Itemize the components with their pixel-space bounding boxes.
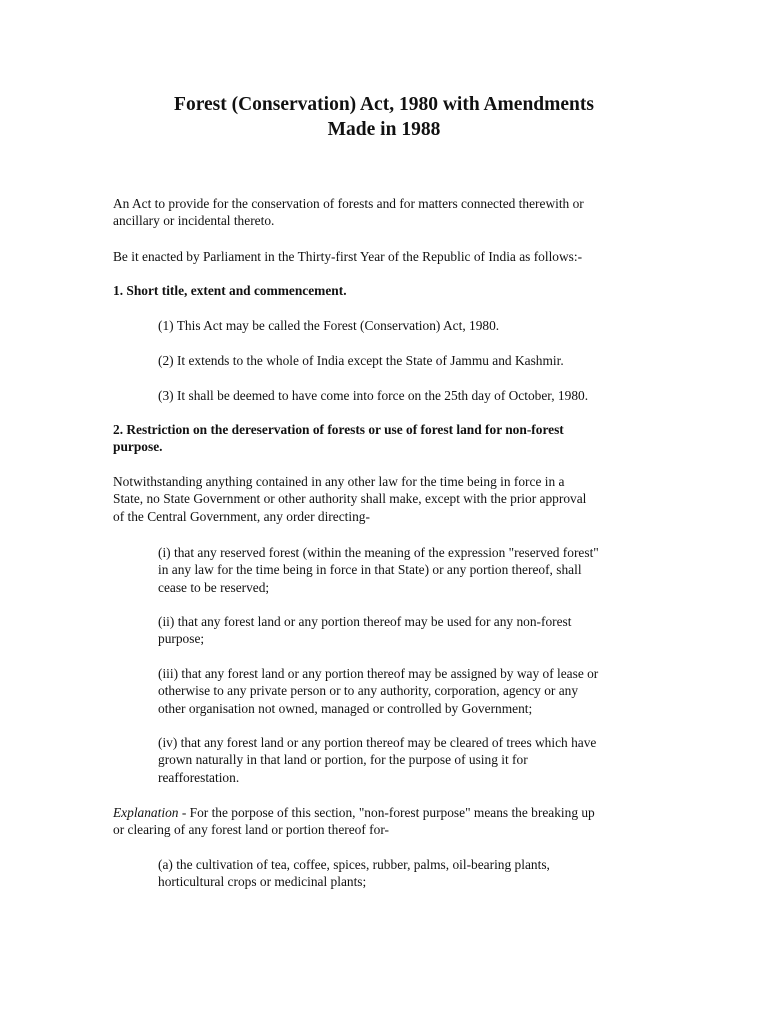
item-a-line-1: (a) the cultivation of tea, coffee, spices, rubber, palms, oil-bearing plants, <box>158 857 550 872</box>
item-ii-line-1: (ii) that any forest land or any portion thereof may be used for any non-forest <box>158 614 572 629</box>
section-2-body <box>113 473 663 525</box>
item-i-line-2: in any law for the time being in force in that State) or any portion thereof, shall <box>158 562 582 578</box>
section-2-heading <box>113 421 663 456</box>
enacted-line: Be it enacted by Parliament in the Thirty-first Year of the Republic of India as follows:- <box>113 249 583 264</box>
item-iii-line-2: otherwise to any private person or to any authority, corporation, agency or any <box>158 683 579 699</box>
item-iv-line-1: (iv) that any forest land or any portion thereof may be cleared of trees which have <box>158 735 597 750</box>
section-1-heading <box>113 282 663 299</box>
item-i <box>158 544 663 596</box>
section-2-body-line-3: of the Central Government, any order directing- <box>113 508 370 524</box>
intro-paragraph <box>113 195 663 230</box>
item-a <box>158 856 663 891</box>
title-line-2: Made in 1988 <box>327 119 441 140</box>
section-1-clause-1 <box>158 317 663 334</box>
explanation-line-2: or clearing of any forest land or portion thereof for- <box>113 822 389 838</box>
section-1-heading-text: 1. Short title, extent and commencement. <box>113 283 347 298</box>
intro-line-2: ancillary or incidental thereto. <box>113 213 275 229</box>
clause-1-text: (1) This Act may be called the Forest (Conservation) Act, 1980. <box>158 318 500 333</box>
section-2-body-line-2: State, no State Government or other authority shall make, except with the prior approval <box>113 491 587 507</box>
item-ii <box>158 613 663 648</box>
section-2-heading-line-2: purpose. <box>113 439 163 455</box>
item-iv <box>158 734 663 786</box>
explanation-line-1 <box>113 804 663 821</box>
item-a-line-2: horticultural crops or medicinal plants; <box>158 874 367 890</box>
item-iii-line-1: (iii) that any forest land or any portion thereof may be assigned by way of lease or <box>158 666 599 681</box>
item-i-line-1: (i) that any reserved forest (within the meaning of the expression "reserved forest" <box>158 545 599 560</box>
explanation-paragraph <box>113 804 663 839</box>
section-2-body-line-1: Notwithstanding anything contained in any other law for the time being in force in a <box>113 474 565 489</box>
item-i-line-3: cease to be reserved; <box>158 579 270 595</box>
intro-line-1: An Act to provide for the conservation of forests and for matters connected therewith or <box>113 196 584 211</box>
clause-2-text: (2) It extends to the whole of India except the State of Jammu and Kashmir. <box>158 353 564 368</box>
item-iv-line-3: reafforestation. <box>158 769 240 785</box>
item-iii <box>158 665 663 717</box>
section-1-clause-3 <box>158 387 663 404</box>
enacted-paragraph <box>113 248 663 265</box>
clause-3-text: (3) It shall be deemed to have come into force on the 25th day of October, 1980. <box>158 388 589 403</box>
explanation-line-1-text: - For the porpose of this section, "non-forest purpose" means the breaking up <box>178 805 595 820</box>
section-1-clause-2 <box>158 352 663 369</box>
explanation-label: Explanation <box>113 805 179 820</box>
section-2-heading-line-1: 2. Restriction on the dereservation of forests or use of forest land for non-forest <box>113 422 564 437</box>
item-ii-line-2: purpose; <box>158 631 205 647</box>
title-line-1: Forest (Conservation) Act, 1980 with Amendments <box>174 94 594 115</box>
item-iv-line-2: grown naturally in that land or portion, for the purpose of using it for <box>158 752 528 768</box>
item-iii-line-3: other organisation not owned, managed or controlled by Government; <box>158 700 533 716</box>
document-title <box>100 92 668 142</box>
